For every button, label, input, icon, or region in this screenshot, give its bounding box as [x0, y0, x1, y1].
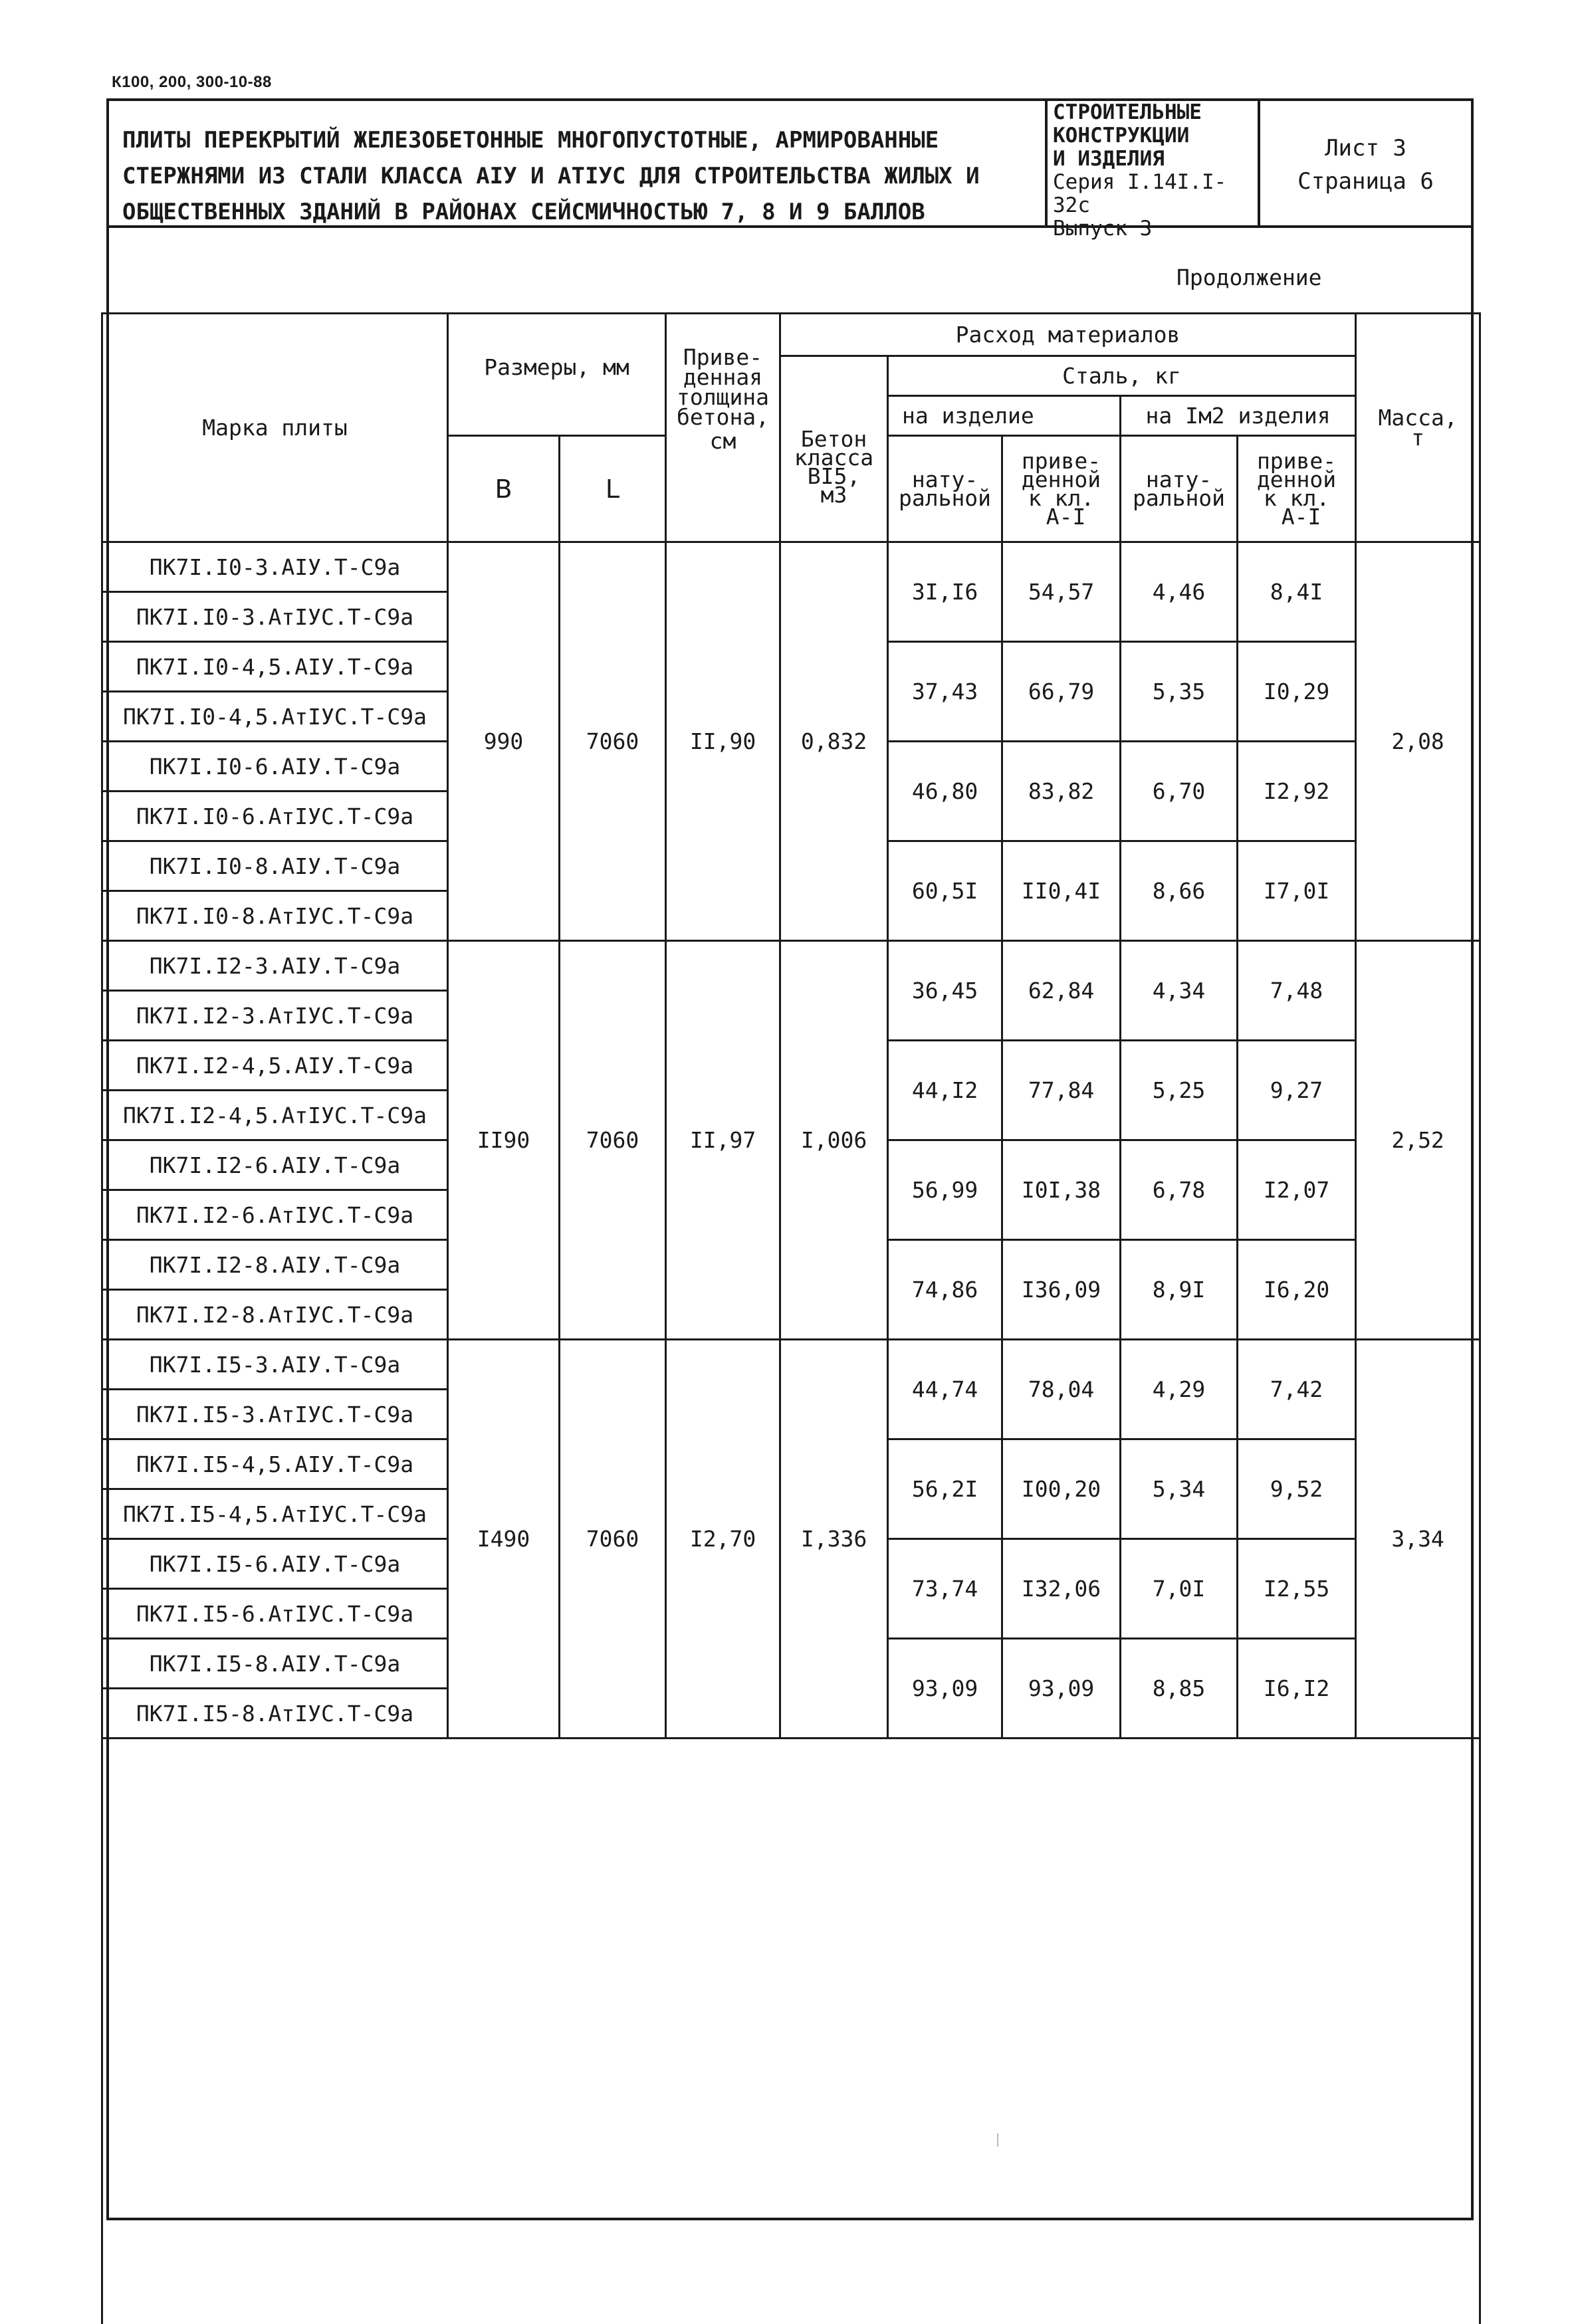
cell-mass: 2,52 — [1356, 941, 1480, 1340]
cell-steel-reduced: 93,09 — [1002, 1639, 1121, 1739]
header-reduced-m2-l1: приве- — [1238, 452, 1355, 471]
cell-steel-reduced: 54,57 — [1002, 542, 1121, 642]
cell-steel-natural-m2: 5,34 — [1121, 1439, 1238, 1539]
header-reduced-l3: к кл. — [1003, 489, 1119, 508]
cell-steel-natural: 56,2I — [888, 1439, 1002, 1539]
cell-steel-natural: 60,5I — [888, 841, 1002, 941]
cell-mark: ПК7I.I0-8.АтIУС.Т-С9а — [102, 891, 448, 941]
cell-steel-natural-m2: 6,70 — [1121, 742, 1238, 841]
table-row — [102, 542, 1480, 592]
cell-steel-reduced: I32,06 — [1002, 1539, 1121, 1639]
page-number: Страница 6 — [1260, 165, 1471, 198]
cell-steel-reduced: I0I,38 — [1002, 1140, 1121, 1240]
header-materials: Расход материалов — [780, 314, 1356, 356]
series-block — [1045, 98, 1260, 225]
header-thickness-l3: толщина — [667, 387, 779, 407]
cell-steel-natural-m2: 8,9I — [1121, 1240, 1238, 1340]
cell-steel-natural: 44,74 — [888, 1340, 1002, 1439]
header-thickness-l1: Приве- — [667, 348, 779, 368]
cell-b: II90 — [448, 941, 560, 1340]
category-line-2: КОНСТРУКЦИИ — [1053, 124, 1258, 148]
header-natural-l1: нату- — [889, 471, 1001, 489]
category-line-1: СТРОИТЕЛЬНЫЕ — [1053, 101, 1258, 124]
title-line-1: ПЛИТЫ ПЕРЕКРЫТИЙ ЖЕЛЕЗОБЕТОННЫЕ МНОГОПУСТОТНЫЕ, АРМИРОВАННЫЕ — [122, 122, 1119, 158]
cell-mark: ПК7I.I2-6.АIУ.Т-С9а — [102, 1140, 448, 1190]
cell-steel-reduced-m2: 8,4I — [1238, 542, 1356, 642]
header-mass-l2: т — [1357, 428, 1479, 448]
cell-steel-reduced-m2: I7,0I — [1238, 841, 1356, 941]
cell-mark: ПК7I.I0-6.АтIУС.Т-С9а — [102, 792, 448, 841]
header-reduced-m2-l3: к кл. — [1238, 489, 1355, 508]
cell-steel-natural: 46,80 — [888, 742, 1002, 841]
header-reduced-l4: А-I — [1003, 508, 1119, 526]
table-row — [102, 941, 1480, 991]
header-thickness — [666, 314, 780, 542]
cell-steel-reduced-m2: I2,55 — [1238, 1539, 1356, 1639]
cell-mark: ПК7I.I2-4,5.АтIУС.Т-С9а — [102, 1091, 448, 1140]
cell-mark: ПК7I.I0-6.АIУ.Т-С9а — [102, 742, 448, 792]
cell-steel-natural: 56,99 — [888, 1140, 1002, 1240]
cell-steel-reduced: I36,09 — [1002, 1240, 1121, 1340]
issue-number: Выпуск 3 — [1053, 217, 1258, 241]
cell-mark: ПК7I.I2-6.АтIУС.Т-С9а — [102, 1190, 448, 1240]
header-thickness-l4: бетона, — [667, 407, 779, 427]
header-reduced-m2 — [1238, 436, 1356, 542]
title-line-2: СТЕРЖНЯМИ ИЗ СТАЛИ КЛАССА АIУ И АТIУС ДЛЯ СТРОИТЕЛЬСТВА ЖИЛЫХ И — [122, 158, 1119, 194]
cell-mark: ПК7I.I5-3.АтIУС.Т-С9а — [102, 1390, 448, 1439]
header-reduced-l1: приве- — [1003, 452, 1119, 471]
cell-mark: ПК7I.I5-4,5.АтIУС.Т-С9а — [102, 1489, 448, 1539]
empty-row — [102, 1739, 1480, 2324]
header-concrete-l3: BI5, — [781, 467, 887, 486]
header-thickness-l5: см — [667, 427, 779, 451]
cell-mark: ПК7I.I5-6.АтIУС.Т-С9а — [102, 1589, 448, 1639]
cell-thickness: II,97 — [666, 941, 780, 1340]
cell-mark: ПК7I.I5-3.АIУ.Т-С9а — [102, 1340, 448, 1390]
header-mark: Марка плиты — [102, 314, 448, 542]
table-row — [102, 1340, 1480, 1390]
header-natural-m2 — [1121, 436, 1238, 542]
cell-mark: ПК7I.I0-4,5.АIУ.Т-С9а — [102, 642, 448, 692]
cell-steel-reduced-m2: I6,20 — [1238, 1240, 1356, 1340]
cell-mark: ПК7I.I5-6.АIУ.Т-С9а — [102, 1539, 448, 1589]
cell-steel-reduced: I00,20 — [1002, 1439, 1121, 1539]
cell-steel-reduced-m2: I2,07 — [1238, 1140, 1356, 1240]
header-natural-m2-l2: ральной — [1121, 489, 1236, 508]
header-reduced — [1002, 436, 1121, 542]
title-block — [106, 98, 1474, 228]
cell-steel-reduced-m2: I2,92 — [1238, 742, 1356, 841]
series-number: Серия I.14I.I-32с — [1053, 171, 1258, 217]
header-natural-m2-l1: нату- — [1121, 471, 1236, 489]
cell-steel-reduced: 77,84 — [1002, 1041, 1121, 1140]
cell-steel-natural: 73,74 — [888, 1539, 1002, 1639]
header-per-item: на изделие — [888, 396, 1121, 436]
cell-l: 7060 — [560, 1340, 666, 1739]
cell-thickness: I2,70 — [666, 1340, 780, 1739]
header-concrete — [780, 356, 888, 542]
cell-steel-natural: 93,09 — [888, 1639, 1002, 1739]
cell-mass: 3,34 — [1356, 1340, 1480, 1739]
header-steel: Сталь, кг — [888, 356, 1356, 396]
cell-mark: ПК7I.I0-3.АтIУС.Т-С9а — [102, 592, 448, 642]
cell-steel-natural: 3I,I6 — [888, 542, 1002, 642]
document-title — [122, 122, 1119, 230]
cell-steel-reduced-m2: 7,42 — [1238, 1340, 1356, 1439]
cell-l: 7060 — [560, 941, 666, 1340]
header-mass-l1: Масса, — [1357, 408, 1479, 428]
cell-mark: ПК7I.I2-3.АтIУС.Т-С9а — [102, 991, 448, 1041]
cell-l: 7060 — [560, 542, 666, 941]
cell-mark: ПК7I.I5-4,5.АIУ.Т-С9а — [102, 1439, 448, 1489]
header-reduced-l2: денной — [1003, 471, 1119, 489]
cell-steel-natural: 74,86 — [888, 1240, 1002, 1340]
cell-steel-reduced: 83,82 — [1002, 742, 1121, 841]
cell-steel-reduced: 62,84 — [1002, 941, 1121, 1041]
cell-mark: ПК7I.I0-8.АIУ.Т-С9а — [102, 841, 448, 891]
cell-concrete: I,006 — [780, 941, 888, 1340]
header-reduced-m2-l2: денной — [1238, 471, 1355, 489]
cell-steel-natural: 36,45 — [888, 941, 1002, 1041]
cell-steel-natural: 44,I2 — [888, 1041, 1002, 1140]
document-code: К100, 200, 300-10-88 — [112, 73, 272, 92]
header-concrete-l4: м3 — [781, 486, 887, 504]
cell-mark: ПК7I.I0-4,5.АтIУС.Т-С9а — [102, 692, 448, 742]
cell-mark: ПК7I.I2-8.АIУ.Т-С9а — [102, 1240, 448, 1290]
cell-steel-reduced-m2: 7,48 — [1238, 941, 1356, 1041]
header-reduced-m2-l4: А-I — [1238, 508, 1355, 526]
cell-mark: ПК7I.I2-3.АIУ.Т-С9а — [102, 941, 448, 991]
table-body — [102, 542, 1480, 2324]
cell-steel-natural-m2: 7,0I — [1121, 1539, 1238, 1639]
cell-steel-natural-m2: 4,46 — [1121, 542, 1238, 642]
header-b: B — [448, 436, 560, 542]
category-line-3: И ИЗДЕЛИЯ — [1053, 148, 1258, 171]
cell-concrete: I,336 — [780, 1340, 888, 1739]
empty-cell — [102, 1739, 1480, 2324]
cell-steel-natural-m2: 6,78 — [1121, 1140, 1238, 1240]
header-sizes: Размеры, мм — [448, 314, 666, 436]
cell-steel-natural-m2: 4,34 — [1121, 941, 1238, 1041]
cell-steel-reduced-m2: 9,52 — [1238, 1439, 1356, 1539]
cell-steel-natural-m2: 8,66 — [1121, 841, 1238, 941]
header-mass — [1356, 314, 1480, 542]
cell-steel-reduced: II0,4I — [1002, 841, 1121, 941]
cell-steel-natural-m2: 4,29 — [1121, 1340, 1238, 1439]
cell-mark: ПК7I.I2-8.АтIУС.Т-С9а — [102, 1290, 448, 1340]
sheet-number: Лист 3 — [1260, 132, 1471, 165]
header-thickness-l2: денная — [667, 368, 779, 387]
cell-steel-reduced-m2: I0,29 — [1238, 642, 1356, 742]
materials-table — [101, 312, 1481, 2324]
cell-steel-natural-m2: 8,85 — [1121, 1639, 1238, 1739]
empty-area-rule — [997, 2133, 998, 2147]
cell-b: 990 — [448, 542, 560, 941]
cell-steel-reduced-m2: I6,I2 — [1238, 1639, 1356, 1739]
cell-concrete: 0,832 — [780, 542, 888, 941]
cell-b: I490 — [448, 1340, 560, 1739]
cell-mass: 2,08 — [1356, 542, 1480, 941]
continuation-label: Продолжение — [1177, 264, 1322, 290]
cell-steel-reduced: 78,04 — [1002, 1340, 1121, 1439]
cell-thickness: II,90 — [666, 542, 780, 941]
cell-steel-natural-m2: 5,25 — [1121, 1041, 1238, 1140]
header-concrete-l1: Бетон — [781, 430, 887, 449]
header-l: L — [560, 436, 666, 542]
cell-steel-natural-m2: 5,35 — [1121, 642, 1238, 742]
header-concrete-l2: класса — [781, 449, 887, 467]
cell-steel-natural: 37,43 — [888, 642, 1002, 742]
title-line-3: ОБЩЕСТВЕННЫХ ЗДАНИЙ В РАЙОНАХ СЕЙСМИЧНОСТЬЮ 7, 8 И 9 БАЛЛОВ — [122, 194, 1119, 230]
cell-steel-reduced: 66,79 — [1002, 642, 1121, 742]
header-natural-l2: ральной — [889, 489, 1001, 508]
sheet-block — [1260, 98, 1471, 225]
cell-mark: ПК7I.I0-3.АIУ.Т-С9а — [102, 542, 448, 592]
header-natural — [888, 436, 1002, 542]
cell-mark: ПК7I.I2-4,5.АIУ.Т-С9а — [102, 1041, 448, 1091]
cell-steel-reduced-m2: 9,27 — [1238, 1041, 1356, 1140]
header-per-m2: на Iм2 изделия — [1121, 396, 1356, 436]
cell-mark: ПК7I.I5-8.АтIУС.Т-С9а — [102, 1689, 448, 1739]
cell-mark: ПК7I.I5-8.АIУ.Т-С9а — [102, 1639, 448, 1689]
